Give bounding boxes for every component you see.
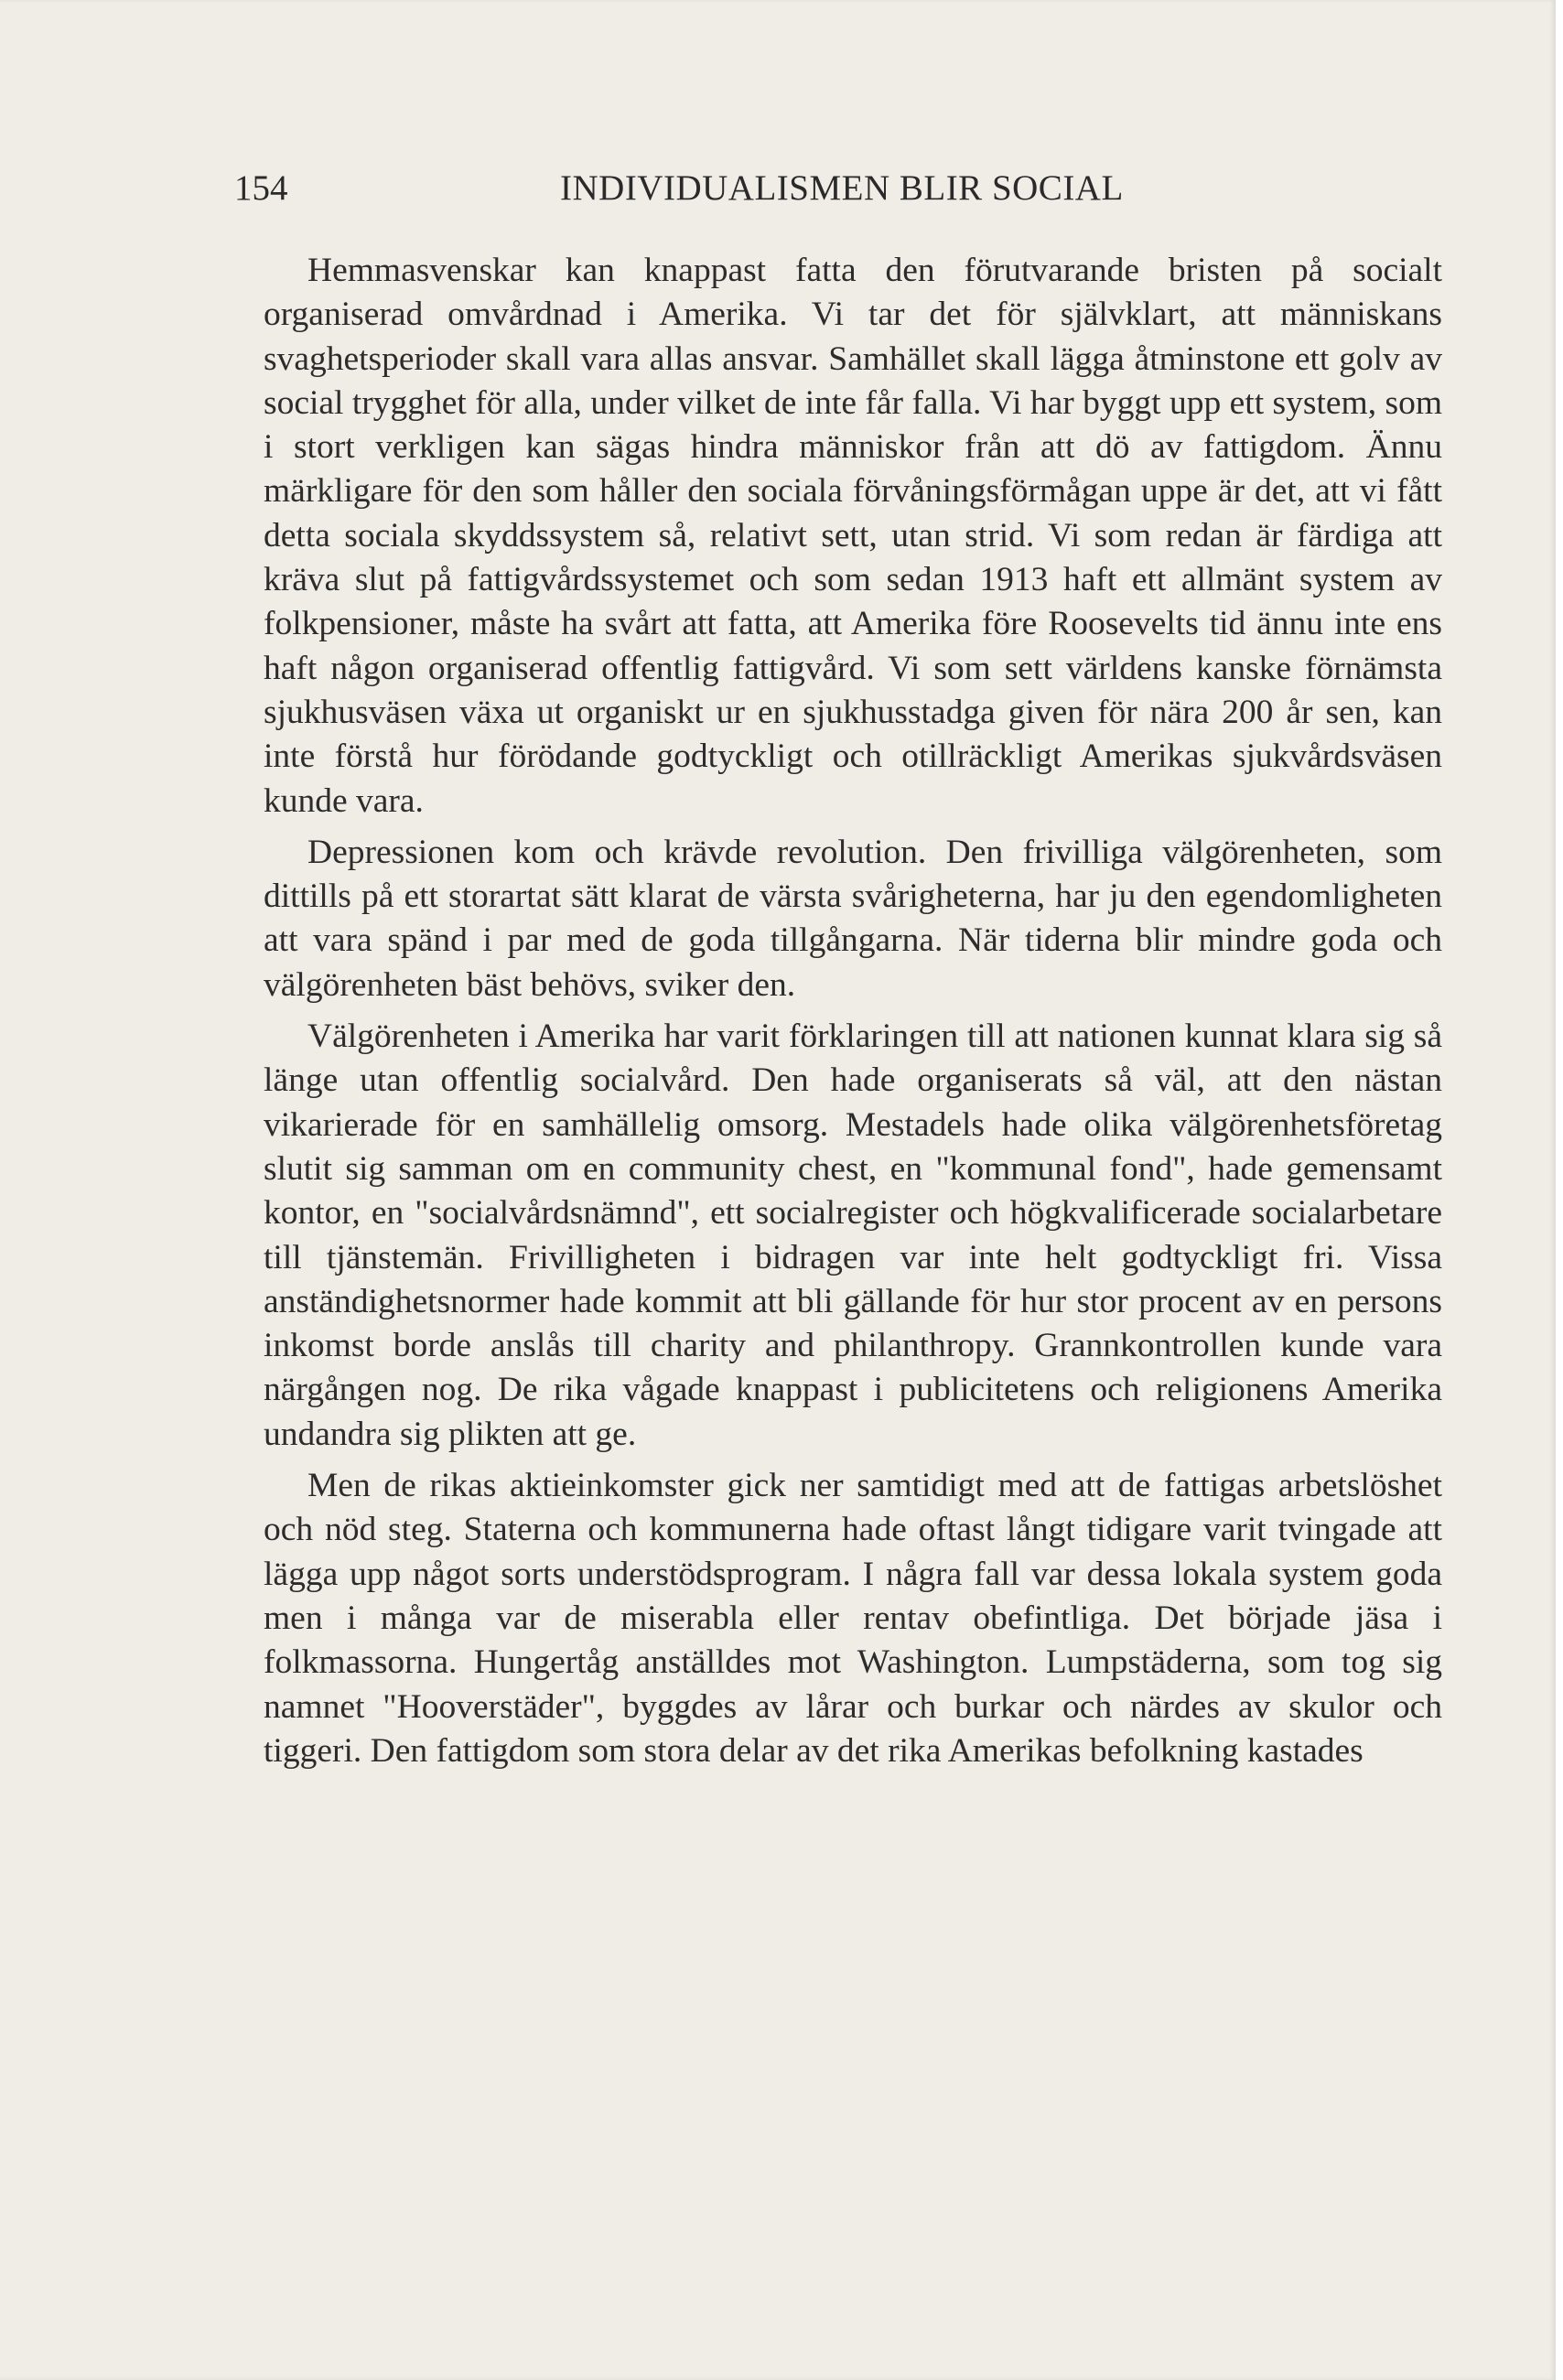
page-header (234, 167, 1442, 219)
paragraph: Depressionen kom och krävde revolution. Den frivilliga välgörenheten, som dittills på ett storartat sätt klarat de värsta svårigheterna, har ju den egendomligheten att vara spänd i par med de goda tillgångarna. När tiderna blir mindre goda och välgörenheten bäst behövs, sviker den. (264, 833, 1442, 1004)
page-number: 154 (234, 168, 288, 208)
running-head: INDIVIDUALISMEN BLIR SOCIAL (560, 168, 1124, 208)
paragraph: Välgörenheten i Amerika har varit förklaringen till att nationen kunnat klara sig så länge utan offentlig socialvård. Den hade organiserats så väl, att den nästan vikarierade för en samhällelig omsorg. Mestadels hade olika välgörenhetsföretag slutit sig samman om en community chest, en "kommunal fond", hade gemensamt kontor, en "socialvårdsnämnd", ett socialregister och högkvalificerade socialarbetare till tjänstemän. Frivilligheten i bidragen var inte helt godtyckligt fri. Vissa anständighetsnormer hade kommit att bli gällande för hur stor procent av en persons inkomst borde anslås till charity and philanthropy. Grannkontrollen kunde vara närgången nog. De rika vågade knappast i publicitetens och religionens Amerika undandra sig plikten att ge. (264, 1018, 1442, 1453)
body-text (264, 249, 1442, 1781)
paragraph: Men de rikas aktieinkomster gick ner samtidigt med att de fattigas arbetslöshet och nöd steg. Staterna och kommunerna hade oftast långt tidigare varit tvingade att lägga upp något sorts understödsprogram. I några fall var dessa lokala system goda men i många var de miserabla eller rentav obefintliga. Det började jäsa i folkmassorna. Hungertåg anställdes mot Washington. Lumpstäderna, som tog sig namnet "Hooverstäder", byggdes av lårar och burkar och närdes av skulor och tiggeri. Den fattigdom som stora delar av det rika Amerikas befolkning kastades (264, 1467, 1442, 1770)
paragraph: Hemmasvenskar kan knappast fatta den förutvarande bristen på socialt organiserad omvårdnad i Amerika. Vi tar det för självklart, att människans svaghetsperioder skall vara allas ansvar. Samhället skall lägga åtminstone ett golv av social trygghet för alla, under vilket de inte får falla. Vi har byggt upp ett system, som i stort verkligen kan sägas hindra människor från att dö av fattigdom. Ännu märkligare för den som håller den sociala förvåningsförmågan uppe är det, att vi fått detta sociala skyddssystem så, relativt sett, utan strid. Vi som redan är färdiga att kräva slut på fattigvårdssystemet och som sedan 1913 haft ett allmänt system av folkpensioner, måste ha svårt att fatta, att Amerika före Roosevelts tid ännu inte ens haft någon organiserad offentlig fattigvård. Vi som sett världens kanske förnämsta sjukhusväsen växa ut organiskt ur en sjukhusstadga given för nära 200 år sen, kan inte förstå hur förödande godtyckligt och otillräckligt Amerikas sjukvårdsväsen kunde vara. (264, 252, 1442, 820)
